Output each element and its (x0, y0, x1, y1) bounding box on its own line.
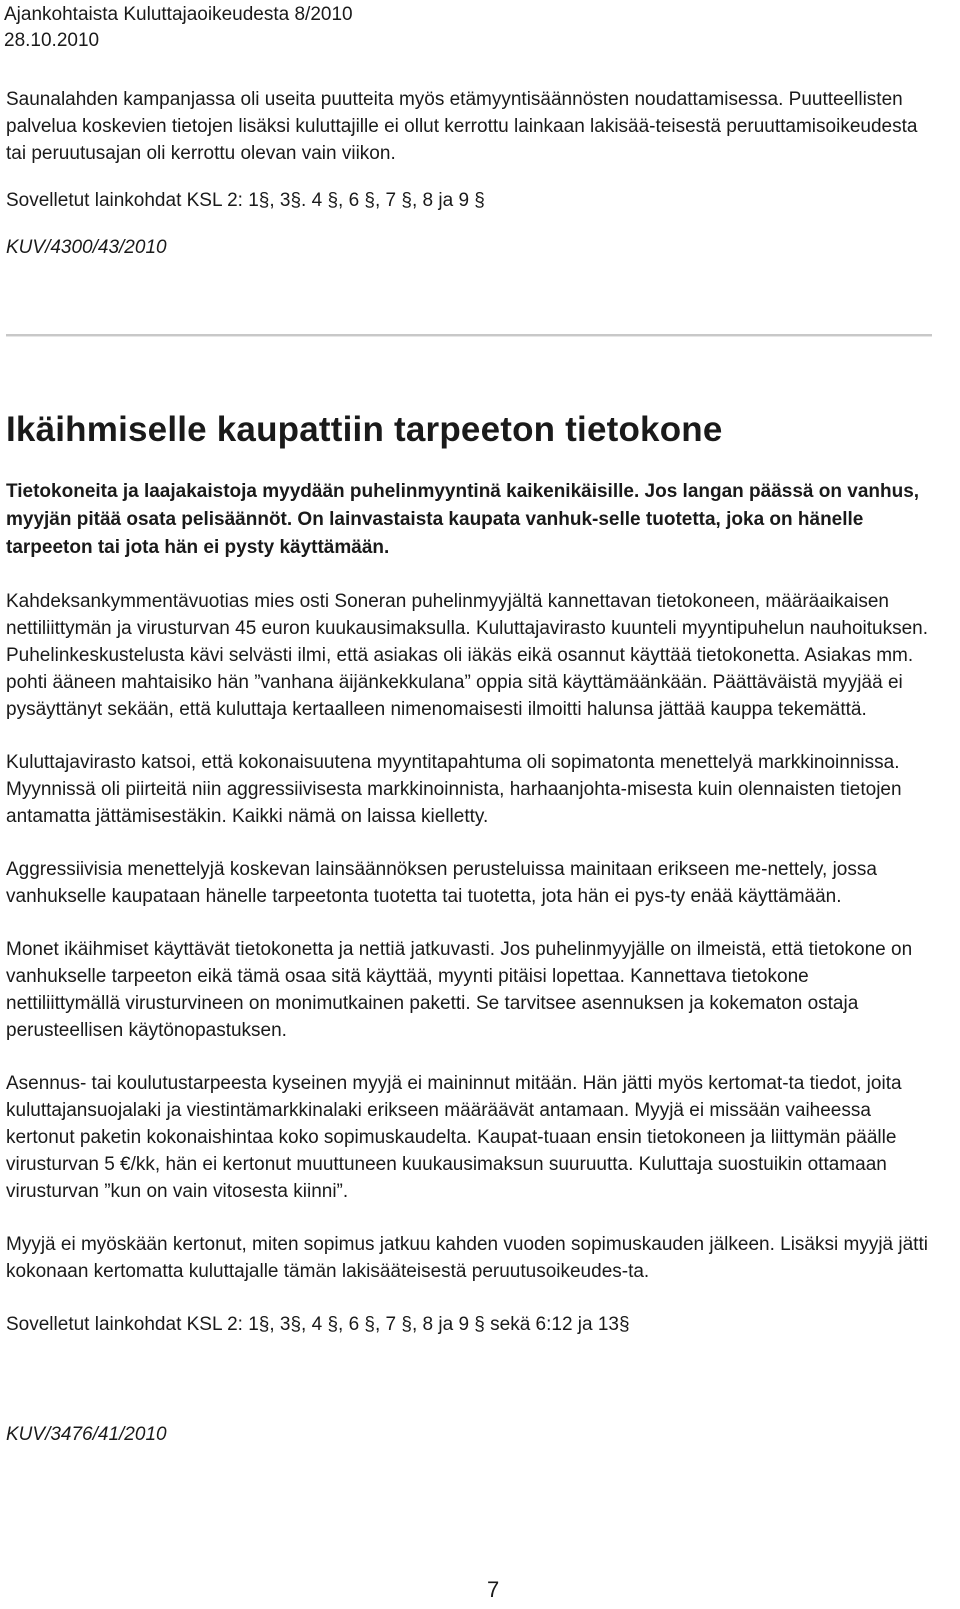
intro-case-id: KUV/4300/43/2010 (6, 237, 167, 258)
publication-date: 28.10.2010 (4, 30, 100, 51)
intro-section (6, 86, 926, 261)
section-divider (6, 334, 932, 336)
publication-title: Ajankohtaista Kuluttajaoikeudesta 8/2010 (4, 4, 353, 25)
article-paragraph: Myyjä ei myöskään kertonut, miten sopimus jatkuu kahden vuoden sopimuskauden jälkeen. Lisäksi myyjä jätti kokonaan kertomatta kuluttajalle tämän lakisääteisestä peruutusoikeudes-ta. (6, 1234, 928, 1282)
intro-applied-sections: Sovelletut lainkohdat KSL 2: 1§, 3§. 4 §, 6 §, 7 §, 8 ja 9 § (6, 190, 485, 211)
article-applied-sections: Sovelletut lainkohdat KSL 2: 1§, 3§, 4 §, 6 §, 7 §, 8 ja 9 § sekä 6:12 ja 13§ (6, 1314, 630, 1335)
article-paragraph: Monet ikäihmiset käyttävät tietokonetta ja nettiä jatkuvasti. Jos puhelinmyyjälle on ilmeistä, että tietokone on vanhukselle tarpeeton eikä tämä osaa sitä käyttää, myynti pitäisi lopettaa. Kannettava tietokone nettiliittymällä virusturvineen on monimutkainen paketti. Se tarvitsee asennuksen ja kokematon ostaja perusteellisen käytönopastuksen. (6, 939, 913, 1041)
article-lead: Tietokoneita ja laajakaistoja myydään puhelinmyyntinä kaikenikäisille. Jos langan päässä on vanhus, myyjän pitää osata pelisäännöt. On lainvastaista kaupata vanhuk-selle tuotetta, joka on hänelle tarpeeton tai jota hän ei pysty käyttämään. (6, 481, 920, 558)
page-number: 7 (487, 1577, 500, 1602)
article-paragraph: Kahdeksankymmentävuotias mies osti Soneran puhelinmyyjältä kannettavan tietokoneen, määräaikaisen nettiliittymän ja virusturvan 45 euron kuukausimaksulla. Kuluttajavirasto kuunteli myyntipuhelun nauhoituksen. Puhelinkeskustelusta kävi selvästi ilmi, että asiakas oli iäkäs eikä osannut käyttää tietokonetta. Asiakas mm. pohti ääneen mahtaisiko hän ”vanhana äijänkekkulana” oppia sitä käyttämäänkään. Päättäväistä myyjää ei pysäyttänyt sekään, että kuluttaja kertaalleen nimenomaisesti ilmoitti halunsa jättää kauppa tekemättä. (6, 591, 929, 720)
article-title: Ikäihmiselle kaupattiin tarpeeton tietokone (6, 410, 723, 449)
article-body (6, 588, 928, 1338)
article-case-id: KUV/3476/41/2010 (6, 1424, 167, 1445)
document-header (4, 2, 353, 54)
article-paragraph: Asennus- tai koulutustarpeesta kyseinen myyjä ei maininnut mitään. Hän jätti myös kertomat-ta tiedot, joita kuluttajansuojalaki ja viestintämarkkinalaki erikseen määräävät antamaan. Myyjä ei missään vaiheessa kertonut paketin kokonaishintaa koko sopimuskaudelta. Kaupat-tuaan ensin tietokoneen ja liittymän päälle virusturvan 5 €/kk, hän ei kertonut muuttuneen kuukausimaksun suuruutta. Kuluttaja suostuikin ottamaan virusturvan ”kun on vain vitosesta kiinni”. (6, 1073, 902, 1202)
article (6, 408, 928, 1338)
article-paragraph: Kuluttajavirasto katsoi, että kokonaisuutena myyntitapahtuma oli sopimatonta menettelyä markkinoinnissa. Myynnissä oli piirteitä niin aggressiivisesta markkinoinnista, harhaanjohta-misesta kuin olennaisten tietojen antamatta jättämisestäkin. Kaikki nämä on laissa kielletty. (6, 752, 902, 827)
intro-paragraph: Saunalahden kampanjassa oli useita puutteita myös etämyyntisäännösten noudattamisessa. Puutteellisten palvelua koskevien tietojen lisäksi kuluttajille ei ollut kerrottu lainkaan lakisää-teisestä peruuttamisoikeudesta tai peruutusajan oli kerrottu olevan vain viikon. (6, 89, 918, 164)
article-paragraph: Aggressiivisia menettelyjä koskevan lainsäännöksen perusteluissa mainitaan erikseen me-nettely, jossa vanhukselle kaupataan hänelle tarpeetonta tuotetta tai tuotetta, jota hän ei pys-ty enää käyttämään. (6, 859, 877, 907)
